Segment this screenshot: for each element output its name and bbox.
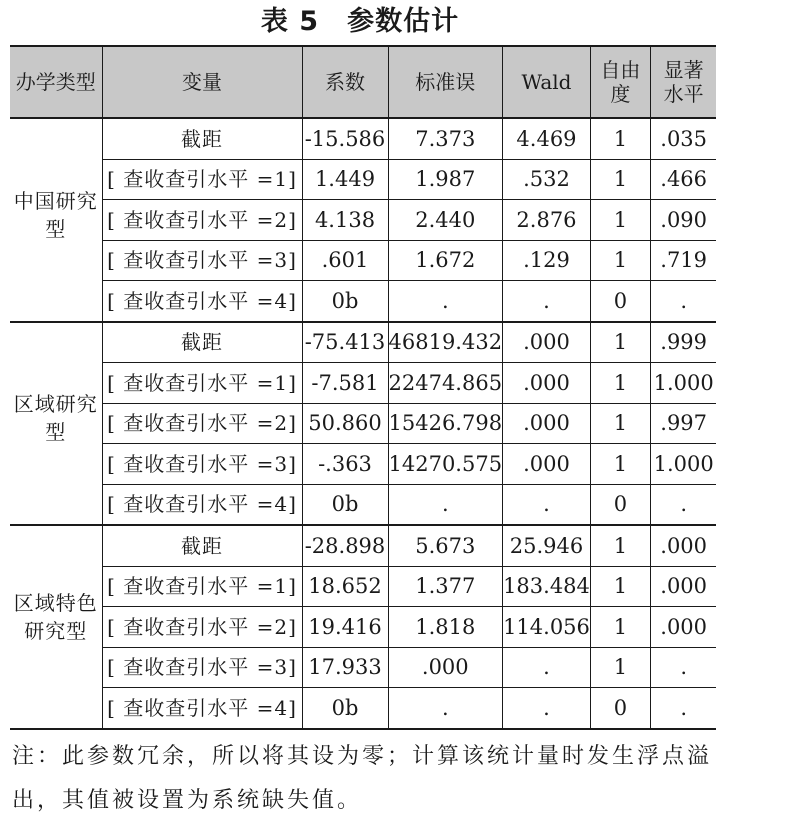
coef-cell: 0b	[302, 688, 388, 729]
std-error-cell: 1.672	[388, 240, 503, 281]
sig-cell: .035	[650, 118, 716, 159]
df-cell: 1	[590, 647, 650, 688]
df-cell: 1	[590, 200, 650, 241]
table-title: 表 5 参数估计	[260, 6, 460, 37]
coef-cell: -28.898	[302, 525, 388, 566]
coef-cell: 50.860	[302, 403, 388, 444]
wald-cell: .000	[503, 444, 591, 485]
wald-cell: .532	[503, 159, 591, 200]
std-error-cell: 46819.432	[388, 322, 503, 363]
group-section	[10, 118, 716, 322]
std-error-cell: .	[388, 484, 503, 525]
variable-cell: [ 查收查引水平 =1]	[102, 566, 302, 607]
sig-cell: .	[650, 688, 716, 729]
variable-cell: [ 查收查引水平 =3]	[102, 240, 302, 281]
df-cell: 1	[590, 322, 650, 363]
sig-cell: .	[650, 484, 716, 525]
header-cell: 自由度	[590, 46, 650, 118]
table-row	[10, 322, 716, 363]
wald-cell: 25.946	[503, 525, 591, 566]
std-error-cell: 1.818	[388, 607, 503, 648]
std-error-cell: 14270.575	[388, 444, 503, 485]
variable-cell: [ 查收查引水平 =1]	[102, 363, 302, 404]
table-row	[10, 363, 716, 404]
std-error-cell: .000	[388, 647, 503, 688]
variable-cell: [ 查收查引水平 =3]	[102, 444, 302, 485]
std-error-cell: .	[388, 688, 503, 729]
table-row	[10, 281, 716, 322]
table-row	[10, 403, 716, 444]
sig-cell: .000	[650, 525, 716, 566]
header-cell: 系数	[302, 46, 388, 118]
table-row	[10, 118, 716, 159]
table-row	[10, 159, 716, 200]
group-section	[10, 322, 716, 526]
coef-cell: 17.933	[302, 647, 388, 688]
wald-cell: .	[503, 688, 591, 729]
table-row	[10, 200, 716, 241]
footnote: 注：此参数冗余，所以将其设为零；计算该统计量时发生浮点溢出，其值被设置为系统缺失值。	[12, 744, 713, 813]
sig-cell: .090	[650, 200, 716, 241]
variable-cell: 截距	[102, 322, 302, 363]
std-error-cell: 1.987	[388, 159, 503, 200]
parameter-estimates-table	[10, 45, 716, 730]
df-cell: 1	[590, 607, 650, 648]
df-cell: 1	[590, 159, 650, 200]
df-cell: 1	[590, 525, 650, 566]
df-cell: 1	[590, 444, 650, 485]
std-error-cell: 2.440	[388, 200, 503, 241]
sig-cell: .	[650, 647, 716, 688]
table-row	[10, 688, 716, 729]
std-error-cell: 22474.865	[388, 363, 503, 404]
coef-cell: 19.416	[302, 607, 388, 648]
coef-cell: -75.413	[302, 322, 388, 363]
group-label: 区域特色研究型	[10, 525, 102, 729]
coef-cell: 0b	[302, 484, 388, 525]
sig-cell: .000	[650, 566, 716, 607]
variable-cell: [ 查收查引水平 =1]	[102, 159, 302, 200]
coef-cell: -15.586	[302, 118, 388, 159]
sig-cell: .000	[650, 607, 716, 648]
wald-cell: .	[503, 484, 591, 525]
wald-cell: .000	[503, 322, 591, 363]
coef-cell: -.363	[302, 444, 388, 485]
wald-cell: .000	[503, 363, 591, 404]
std-error-cell: 15426.798	[388, 403, 503, 444]
std-error-cell: 1.377	[388, 566, 503, 607]
header-row	[10, 46, 716, 118]
header-cell: Wald	[503, 46, 591, 118]
header-cell: 显著水平	[650, 46, 716, 118]
group-section	[10, 525, 716, 729]
group-label: 中国研究型	[10, 118, 102, 322]
sig-cell: .999	[650, 322, 716, 363]
variable-cell: [ 查收查引水平 =2]	[102, 403, 302, 444]
wald-cell: .	[503, 281, 591, 322]
coef-cell: .601	[302, 240, 388, 281]
variable-cell: 截距	[102, 525, 302, 566]
header-cell: 变量	[102, 46, 302, 118]
coef-cell: 1.449	[302, 159, 388, 200]
wald-cell: 183.484	[503, 566, 591, 607]
df-cell: 1	[590, 566, 650, 607]
variable-cell: [ 查收查引水平 =4]	[102, 484, 302, 525]
table-row	[10, 647, 716, 688]
std-error-cell: .	[388, 281, 503, 322]
table-row	[10, 566, 716, 607]
coef-cell: 4.138	[302, 200, 388, 241]
coef-cell: 18.652	[302, 566, 388, 607]
sig-cell: 1.000	[650, 444, 716, 485]
variable-cell: [ 查收查引水平 =2]	[102, 200, 302, 241]
table-row	[10, 240, 716, 281]
variable-cell: [ 查收查引水平 =3]	[102, 647, 302, 688]
sig-cell: .	[650, 281, 716, 322]
group-label: 区域研究型	[10, 322, 102, 526]
df-cell: 1	[590, 240, 650, 281]
df-cell: 1	[590, 118, 650, 159]
wald-cell: 114.056	[503, 607, 591, 648]
std-error-cell: 7.373	[388, 118, 503, 159]
df-cell: 0	[590, 281, 650, 322]
df-cell: 1	[590, 403, 650, 444]
sig-cell: 1.000	[650, 363, 716, 404]
variable-cell: [ 查收查引水平 =2]	[102, 607, 302, 648]
wald-cell: .	[503, 647, 591, 688]
variable-cell: 截距	[102, 118, 302, 159]
wald-cell: .000	[503, 403, 591, 444]
header-cell: 标准误	[388, 46, 503, 118]
df-cell: 0	[590, 688, 650, 729]
df-cell: 1	[590, 363, 650, 404]
sig-cell: .466	[650, 159, 716, 200]
wald-cell: 4.469	[503, 118, 591, 159]
variable-cell: [ 查收查引水平 =4]	[102, 281, 302, 322]
variable-cell: [ 查收查引水平 =4]	[102, 688, 302, 729]
table-row	[10, 607, 716, 648]
header-cell: 办学类型	[10, 46, 102, 118]
table-row	[10, 525, 716, 566]
table-row	[10, 484, 716, 525]
coef-cell: -7.581	[302, 363, 388, 404]
df-cell: 0	[590, 484, 650, 525]
wald-cell: 2.876	[503, 200, 591, 241]
coef-cell: 0b	[302, 281, 388, 322]
sig-cell: .719	[650, 240, 716, 281]
table-row	[10, 444, 716, 485]
sig-cell: .997	[650, 403, 716, 444]
std-error-cell: 5.673	[388, 525, 503, 566]
wald-cell: .129	[503, 240, 591, 281]
